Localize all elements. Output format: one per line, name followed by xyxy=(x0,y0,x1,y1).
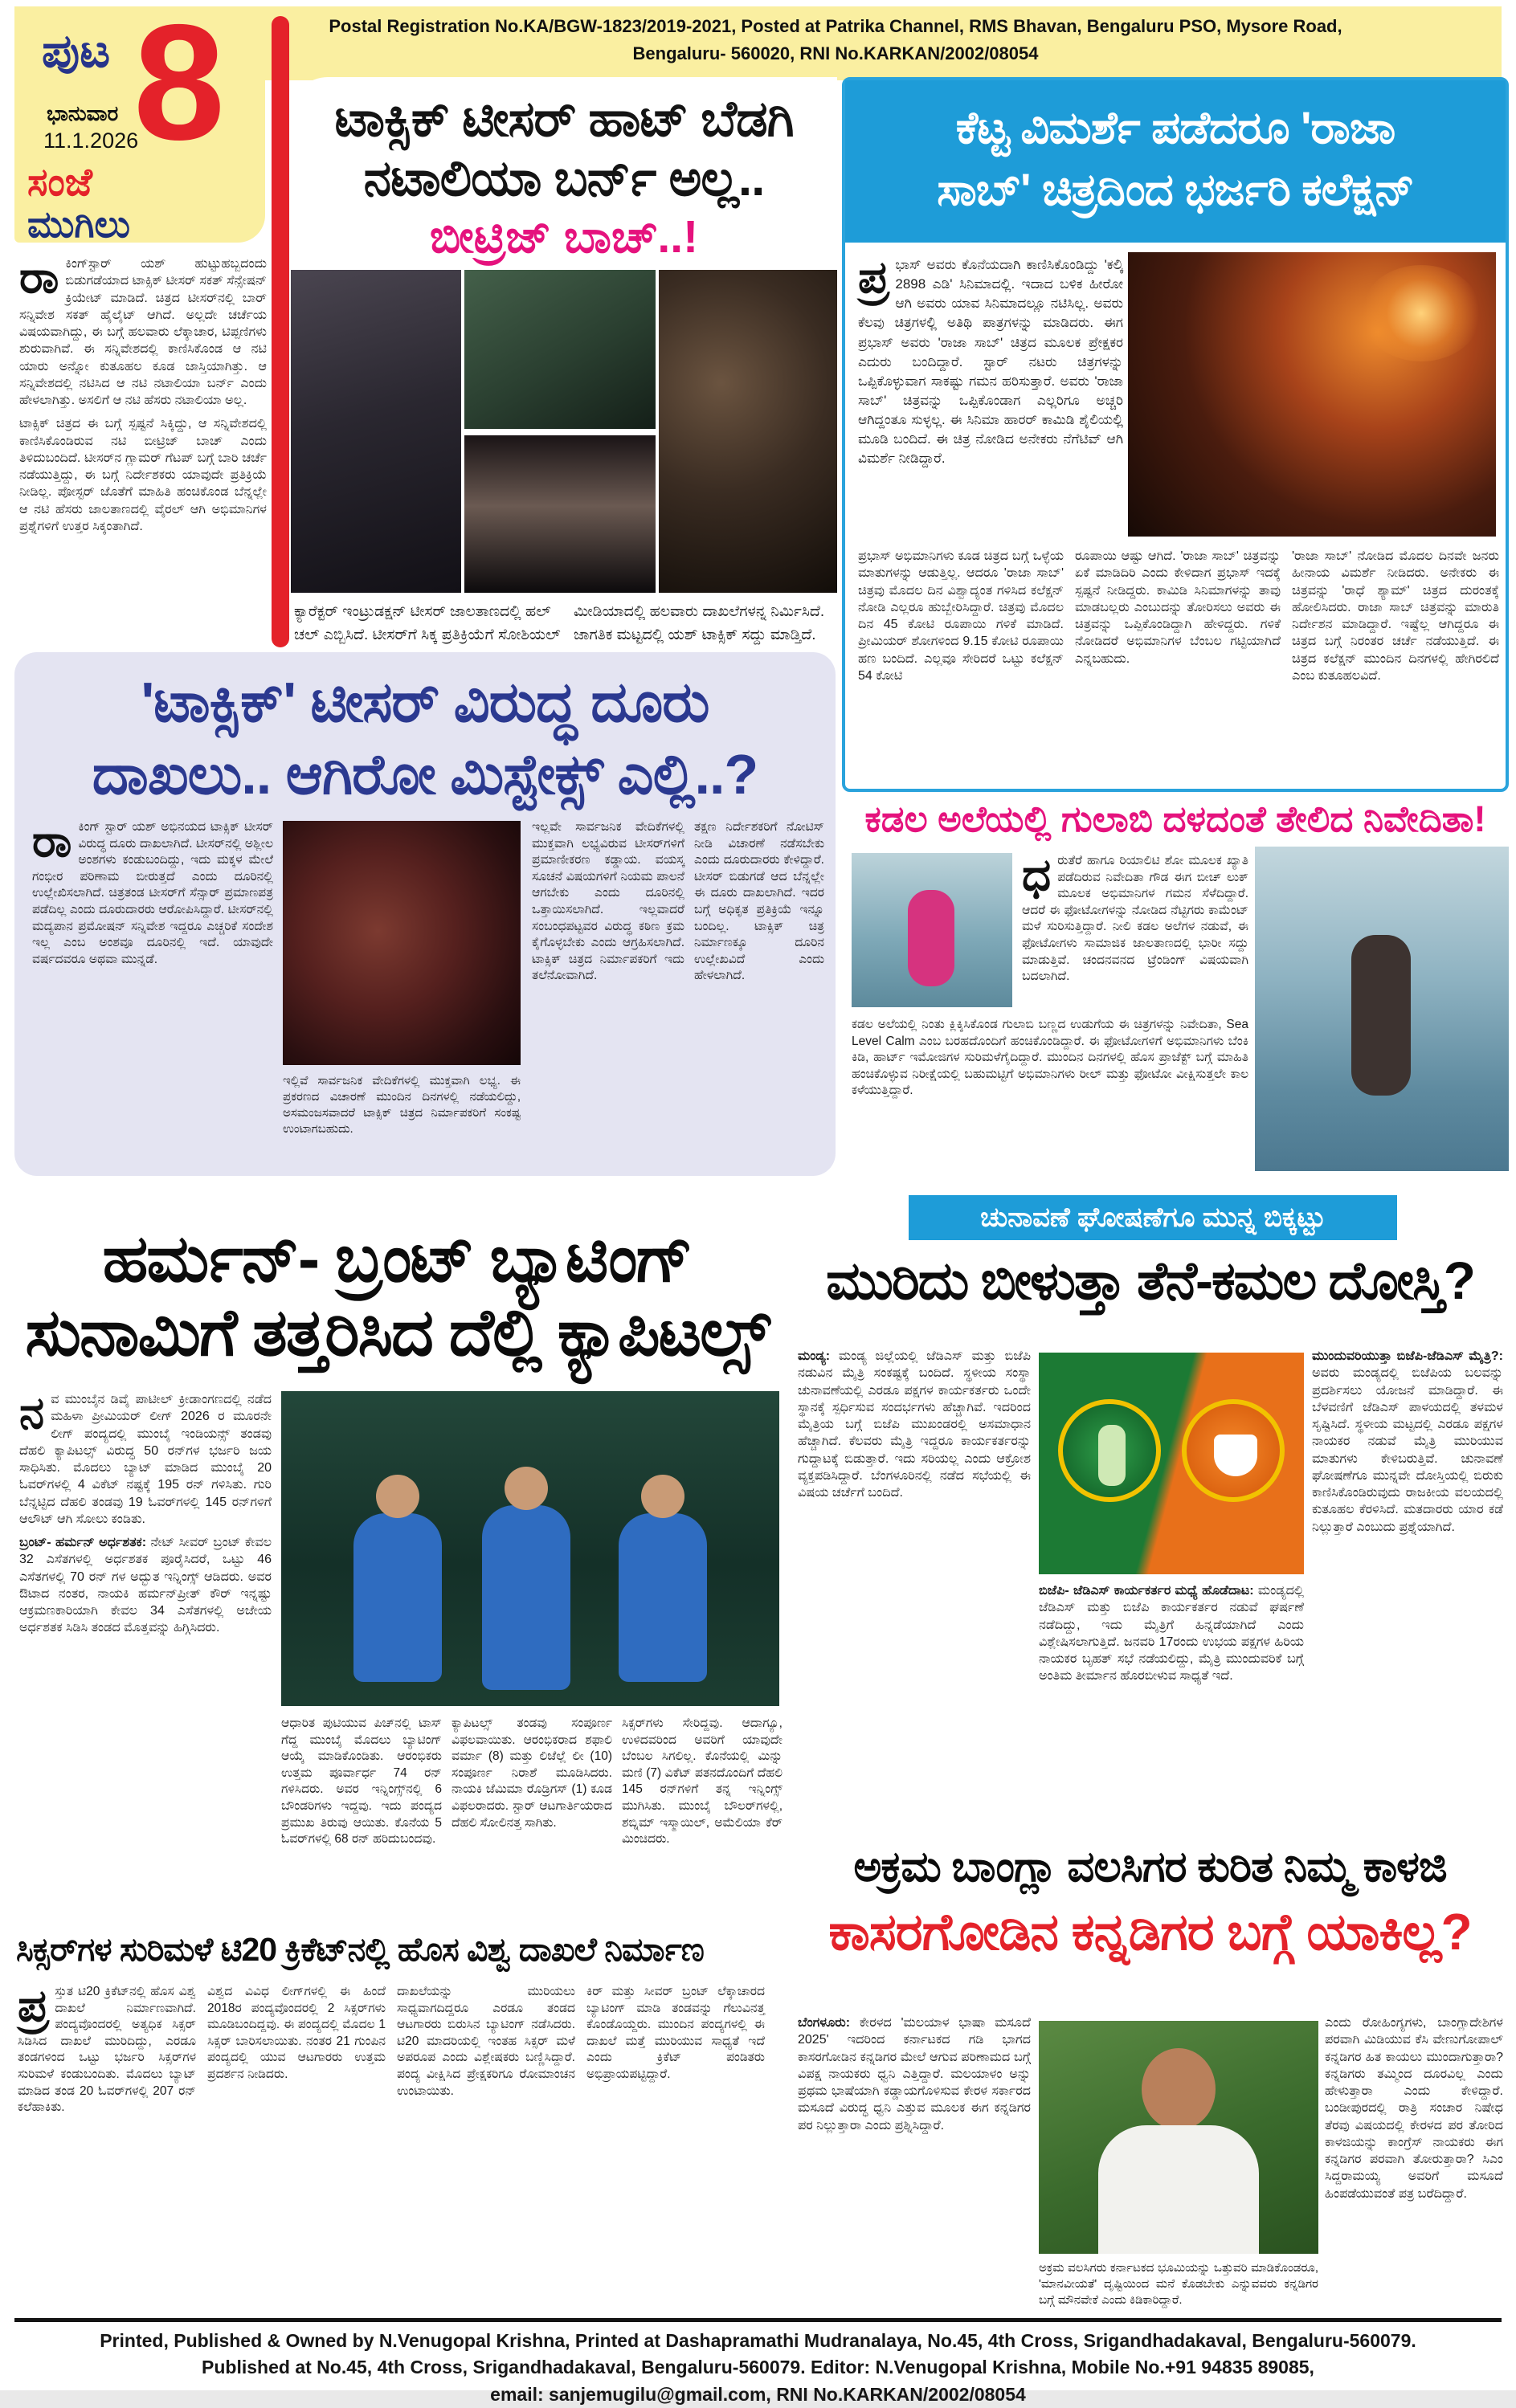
toxic-headline-line2: ನಟಾಲಿಯಾ ಬರ್ನ್ ಅಲ್ಲ.. xyxy=(363,151,765,207)
politics-subhead-1: ಬಿಜೆಪಿ- ಜೆಡಿಎಸ್ ಕಾರ್ಯಕರ್ತರ ಮಧ್ಯೆ ಹೊಡೆದಾಟ: xyxy=(1039,1584,1254,1598)
article-toxic-teaser xyxy=(291,77,837,649)
red-divider-bar xyxy=(272,16,289,647)
cricket-column-1: ಆಧಾರಿತ ಪುಟಿಯುವ ಪಿಚ್‌ನಲ್ಲಿ ಟಾಸ್ ಗೆದ್ದ ಮುಂಬೈ ಮೊದಲು ಬ್ಯಾಟಿಂಗ್ ಆಯ್ಕೆ ಮಾಡಿಕೊಂಡಿತು. ಆರಂಭಿಕರು ಉತ್ತಮ ಪೂರ್ವಾರ್ಧ 74 ರನ್ ಗಳಿಸಿದರು. ಅವರ ಇನ್ನಿಂಗ್ಸ್‌ನಲ್ಲಿ 6 ಬೌಂಡರಿಗಳು ಇದ್ದವು. ಇದು ಪಂದ್ಯದ ಪ್ರಮುಖ ತಿರುವು ಆಯಿತು. ಕೊನೆಯ 5 ಓವರ್‌ಗಳಲ್ಲಿ 68 ರನ್ ಹರಿದುಬಂದವು. xyxy=(281,1716,442,1847)
mumbai-indians-celebration-photo xyxy=(281,1391,779,1706)
cricket-intro: ವ ಮುಂಬೈನ ಡಿವೈ ಪಾಟೀಲ್ ಕ್ರೀಡಾಂಗಣದಲ್ಲಿ ನಡೆದ ಮಹಿಳಾ ಪ್ರೀಮಿಯರ್ ಲೀಗ್ 2026 ರ ಮೂರನೇ ಲೀಗ್ ಪಂದ್ಯದಲ್ಲಿ ಮುಂಬೈ ಇಂಡಿಯನ್ಸ್ ತಂಡವು ದೆಹಲಿ ಕ್ಯಾಪಿಟಲ್ಸ್ ವಿರುದ್ಧ 50 ರನ್‌ಗಳ ಭರ್ಜರಿ ಜಯ ಸಾಧಿಸಿತು. ಮೊದಲು ಬ್ಯಾಟ್ ಮಾಡಿದ ಮುಂಬೈ 20 ಓವರ್‌ಗಳಲ್ಲಿ 4 ವಿಕೆಟ್ ನಷ್ಟಕ್ಕೆ 195 ರನ್ ಗಳಿಸಿತು. ಗುರಿ ಬೆನ್ನಟ್ಟಿದ ದೆಹಲಿ ತಂಡವು 19 ಓವರ್‌ಗಳಲ್ಲಿ 145 ರನ್‌ಗಳಿಗೆ ಆಲೌಟ್ ಆಗಿ ಸೋಲು ಕಂಡಿತು. xyxy=(19,1393,272,1526)
raja-column-3: 'ರಾಜಾ ಸಾಬ್' ನೋಡಿದ ಮೊದಲ ದಿನವೇ ಜನರು ಹೀನಾಯ ವಿಮರ್ಶೆ ನೀಡಿದರು. ಅನೇಕರು ಈ ಚಿತ್ರವನ್ನು 'ರಾಧೆ ಶ್ಯಾಮ್' ಚಿತ್ರದ ದುರಂತಕ್ಕೆ ಹೋಲಿಸಿದರು. ರಾಜಾ ಸಾಬ್ ಚಿತ್ರವನ್ನು ಮಾರುತಿ ನಿರ್ದೇಶನ ಮಾಡಿದ್ದಾರೆ. ಇಷ್ಟೆಲ್ಲ ಆಗಿದ್ದರೂ ಈ ಚಿತ್ರದ ಬಗ್ಗೆ ನಿರಂತರ ಚರ್ಚೆ ನಡೆಯುತ್ತಿದೆ. ಈ ಚಿತ್ರದ ಕಲೆಕ್ಷನ್ ಮುಂದಿನ ದಿನಗಳಲ್ಲಿ ಹೇಗಿರಲಿದೆ ಎಂಬ ಕುತೂಹಲವಿದೆ. xyxy=(1292,549,1499,683)
complaint-under-image-text: ಇಲ್ಲಿವೆ ಸಾರ್ವಜನಿಕ ವೇದಿಕೆಗಳಲ್ಲಿ ಮುಕ್ತವಾಗಿ ಲಭ್ಯ. ಈ ಪ್ರಕರಣದ ವಿಚಾರಣೆ ಮುಂದಿನ ದಿನಗಳಲ್ಲಿ ನಡೆಯಲಿದ್ದು, ಅಸಮಂಜಸವಾದರೆ ಟಾಕ್ಸಿಕ್ ಚಿತ್ರದ ನಿರ್ಮಾಪಕರಿಗೆ ಸಂಕಷ್ಟ ಉಂಟಾಗಬಹುದು. xyxy=(283,1074,521,1136)
nivedita-headline: ಕಡಲ ಅಲೆಯಲ್ಲಿ ಗುಲಾಬಿ ದಳದಂತೆ ತೇಲಿದ ನಿವೇದಿತಾ! xyxy=(864,798,1486,839)
politics-column-2 xyxy=(1039,1582,1304,1826)
teaser-still-inverted-face xyxy=(464,435,656,593)
toxic-teaser-scene-photo xyxy=(283,821,521,1065)
politics-col3-text: ಅವರು ಮಂಡ್ಯದಲ್ಲಿ ಬಿಜೆಪಿಯ ಬಲವನ್ನು ಪ್ರದರ್ಶಿಸಲು ಯೋಜನೆ ಮಾಡಿದ್ದಾರೆ. ಈ ಬೆಳವಣಿಗೆ ಜೆಡಿಎಸ್ ಪಾಳಯದಲ್ಲಿ ತಳಮಳ ಸೃಷ್ಟಿಸಿದೆ. ಸ್ಥಳೀಯ ಮಟ್ಟದಲ್ಲಿ ಎರಡೂ ಪಕ್ಷಗಳ ನಾಯಕರ ನಡುವೆ ಮೈತ್ರಿ ಮುರಿಯುವ ಮಾತುಗಳು ಕೇಳಿಬರುತ್ತಿವೆ. ಚುನಾವಣೆ ಘೋಷಣೆಗೂ ಮುನ್ನವೇ ದೋಸ್ತಿಯಲ್ಲಿ ಬಿರುಕು ಕಾಣಿಸಿಕೊಂಡಿರುವುದು ರಾಜಕೀಯ ವಲಯದಲ್ಲಿ ಕುತೂಹಲ ಕೆರಳಿಸಿದೆ. ಮತದಾರರು ಯಾರ ಕಡೆ ನಿಲ್ಲುತ್ತಾರೆ ಎಂಬುದು ಪ್ರಶ್ನೆಯಾಗಿದೆ. xyxy=(1312,1366,1503,1534)
sixes-subheadline: ಸಿಕ್ಸರ್‌ಗಳ ಸುರಿಮಳೆ ಟಿ20 ಕ್ರಿಕೆಟ್‌ನಲ್ಲಿ ಹೊಸ ವಿಶ್ವ ದಾಖಲೆ ನಿರ್ಮಾಣ xyxy=(16,1931,704,1968)
nivedita-wide-text: ಕಡಲ ಅಲೆಯಲ್ಲಿ ನಿಂತು ಕ್ಲಿಕ್ಕಿಸಿಕೊಂಡ ಗುಲಾಬಿ ಬಣ್ಣದ ಉಡುಗೆಯ ಈ ಚಿತ್ರಗಳನ್ನು ನಿವೇದಿತಾ, Sea Level Calm ಎಂಬ ಬರಹದೊಂದಿಗೆ ಹಂಚಿಕೊಂಡಿದ್ದಾರೆ. ಈ ಫೋಟೋಗಳಿಗೆ ಅಭಿಮಾನಿಗಳು ಬೆಂಕಿ ಕಿಡಿ, ಹಾರ್ಟ್ ಇಮೋಜಿಗಳ ಸುರಿಮಳೆಗೈದಿದ್ದಾರೆ. ಮುಂದಿನ ದಿನಗಳಲ್ಲಿ ಹೊಸ ಪ್ರಾಜೆಕ್ಟ್ ಬಗ್ಗೆ ಮಾಹಿತಿ ಹಂಚಿಕೊಳ್ಳುವ ನಿರೀಕ್ಷೆಯಲ್ಲಿ ಬಹುಮಟ್ಟಿಗೆ ಅಭಿಮಾನಿಗಳು ರೀಲ್ ಮತ್ತು ಫೋಟೋ ವೀಕ್ಷಿಸುತ್ತಲೇ ಕಾಲ ಕಳೆಯುತ್ತಿದ್ದಾರೆ. xyxy=(852,1018,1248,1098)
complaint-column-a xyxy=(32,815,273,1169)
kasaragod-under-image-text: ಅಕ್ರಮ ವಲಸಿಗರು ಕರ್ನಾಟಕದ ಭೂಮಿಯನ್ನು ಒತ್ತುವರಿ ಮಾಡಿಕೊಂಡರೂ, 'ಮಾನವೀಯತೆ' ದೃಷ್ಟಿಯಿಂದ ಮನೆ ಕೊಡಬೇಕು ಎನ್ನುವವರು ಕನ್ನಡಿಗರ ಬಗ್ಗೆ ಮೌನವೇಕೆ ಎಂದು ಕಿಡಿಕಾರಿದ್ದಾರೆ. xyxy=(1039,2261,1318,2307)
cricket-column-2: ಕ್ಯಾಪಿಟಲ್ಸ್ ತಂಡವು ಸಂಪೂರ್ಣ ವಿಫಲವಾಯಿತು. ಆರಂಭಿಕರಾದ ಶಫಾಲಿ ವರ್ಮಾ (8) ಮತ್ತು ಲಿಜೆಲ್ಲೆ ಲೀ (10) ಸಂಪೂರ್ಣ ನಿರಾಶೆ ಮೂಡಿಸಿದರು. ನಾಯಕಿ ಜೆಮಿಮಾ ರೊಡ್ರಿಗಸ್ (1) ಕೂಡ ವಿಫಲರಾದರು. ಸ್ಟಾರ್ ಆಟಗಾರ್ತಿಯರಾದ ದೆಹಲಿ ಸೋಲಿನತ್ತ ಸಾಗಿತು. xyxy=(452,1716,612,1830)
article-sixes-record xyxy=(14,1929,779,2307)
toxic-headline-line1: ಟಾಕ್ಸಿಕ್ ಟೀಸರ್ ಹಾಟ್ ಬೆಡಗಿ xyxy=(334,92,794,147)
nivedita-column-1 xyxy=(1022,849,1248,1017)
toxic-caption-left: ಕ್ಯಾರೆಕ್ಟರ್ ಇಂಟ್ರುಡಕ್ಷನ್ ಟೀಸರ್ ಜಾಲತಾಣದಲ್ಲಿ ಹಲ್ ಚಲ್ ಎಬ್ಬಿಸಿದೆ. ಟೀಸರ್‌ಗೆ ಸಿಕ್ಕ ಪ್ರತಿಕ್ರಿಯೆಗೆ ಸೋಶಿಯಲ್ xyxy=(294,603,561,643)
nivedita-dropcap: ಧ xyxy=(1022,849,1052,900)
cricket-headline-line1: ಹರ್ಮನ್- ಬ್ರಂಟ್ ಬ್ಯಾಟಿಂಗ್ xyxy=(102,1222,692,1296)
masthead-day: ಭಾನುವಾರ xyxy=(47,101,119,125)
bjp-lotus-logo xyxy=(1182,1399,1285,1502)
postal-registration xyxy=(305,13,1366,67)
raja-intro-column xyxy=(858,251,1123,538)
toxic-headline xyxy=(291,90,837,264)
complaint-dropcap: ರಾ xyxy=(32,815,72,866)
toxic-caption-right: ಮೀಡಿಯಾದಲ್ಲಿ ಹಲವಾರು ದಾಖಲೆಗಳನ್ನ ನಿರ್ಮಿಸಿದೆ. ಜಾಗತಿಕ ಮಟ್ಟದಲ್ಲಿ ಯಶ್ ಟಾಕ್ಸಿಕ್ ಸದ್ದು ಮಾಡ್ತಿದೆ. xyxy=(574,603,825,643)
teaser-still-yash-sunglasses xyxy=(659,270,837,593)
politics-kicker: ಚುನಾವಣೆ ಘೋಷಣೆಗೂ ಮುನ್ನ ಬಿಕ್ಕಟ್ಟು xyxy=(909,1195,1397,1240)
toxic-headline-line3: ಬೀಟ್ರಿಜ್ ಬಾಚ್..! xyxy=(429,210,699,263)
raja-headline-band xyxy=(845,80,1506,243)
cricket-left-column xyxy=(19,1387,272,1924)
cricket-dropcap: ನ xyxy=(19,1387,45,1438)
page-label: ಪುಟ xyxy=(42,25,111,77)
complaint-headline xyxy=(14,667,836,810)
teaser-still-actress-green xyxy=(464,270,656,429)
article-kasaragod-kannadigas xyxy=(791,1839,1509,2312)
politics-column-1 xyxy=(798,1348,1031,1826)
article-raja-saab xyxy=(842,77,1509,792)
nivedita-sea-photo xyxy=(1255,847,1509,1171)
cricket-subhead: ಬ್ರಂಟ್- ಹರ್ಮನ್ ಅರ್ಧಶತಕ: xyxy=(19,1536,147,1550)
complaint-headline-line1: 'ಟಾಕ್ಸಿಕ್' ಟೀಸರ್ ವಿರುದ್ಧ ದೂರು xyxy=(141,671,709,733)
sixes-column-2: ವಿಶ್ವದ ವಿವಿಧ ಲೀಗ್‌ಗಳಲ್ಲಿ ಈ ಹಿಂದೆ 2018ರ ಪಂದ್ಯವೊಂದರಲ್ಲಿ 2 ಸಿಕ್ಸರ್‌ಗಳು ಮೂಡಿಬಂದಿದ್ದವು. ಈ ಪಂದ್ಯದಲ್ಲಿ ಮೊದಲ 1 ಸಿಕ್ಸರ್ ಬಾರಿಸಲಾಯಿತು. ನಂತರ 21 ಗುಂಪಿನ ಪಂದ್ಯದಲ್ಲಿ ಯುವ ಆಟಗಾರರು ಉತ್ತಮ ಪ್ರದರ್ಶನ ನೀಡಿದರು. xyxy=(207,1985,386,2082)
article-nivedita xyxy=(842,795,1509,1176)
sixes-column-1 xyxy=(18,1980,196,2304)
toxic-dropcap: ರಾ xyxy=(19,251,59,302)
footer-rule xyxy=(14,2318,1502,2322)
kasaragod-dateline: ಬೆಂಗಳೂರು: xyxy=(798,2016,851,2030)
cricket-subhead-text: ನೇಟ್ ಸೀವರ್ ಬ್ರಂಟ್ ಕೇವಲ 32 ಎಸೆತಗಳಲ್ಲಿ ಅರ್ಧಶತಕ ಪೂರೈಸಿದರೆ, ಒಟ್ಟು 46 ಎಸೆತಗಳಲ್ಲಿ 70 ರನ್ ಗಳ ಅದ್ಭುತ ಇನ್ನಿಂಗ್ಸ್ ಆಡಿದರು. ಅವರ ಔಟಾದ ನಂತರ, ನಾಯಕಿ ಹರ್ಮನ್‌ಪ್ರೀತ್ ಕೌರ್ ಇನ್ನಷ್ಟು ಆಕ್ರಮಣಕಾರಿಯಾಗಿ ಕೇವಲ 34 ಎಸೆತಗಳಲ್ಲಿ ಅಜೇಯ ಅರ್ಧಶತಕ ಸಿಡಿಸಿ ತಂಡದ ಮೊತ್ತವನ್ನು ಹಿಗ್ಗಿಸಿದರು. xyxy=(19,1536,272,1635)
sixes-col1-text: ಸ್ತುತ ಟಿ20 ಕ್ರಿಕೆಟ್‌ನಲ್ಲಿ ಹೊಸ ವಿಶ್ವ ದಾಖಲೆ ನಿರ್ಮಾಣವಾಗಿದೆ. ಪಂದ್ಯವೊಂದರಲ್ಲಿ ಅತ್ಯಧಿಕ ಸಿಕ್ಸರ್ ಸಿಡಿಸಿದ ದಾಖಲೆ ಮುರಿದಿದ್ದು, ಎರಡೂ ತಂಡಗಳಿಂದ ಒಟ್ಟು ಭರ್ಜರಿ ಸಿಕ್ಸರ್‌ಗಳ ಸುರಿಮಳೆ ಕಂಡುಬಂದಿತು. ಮೊದಲು ಬ್ಯಾಟ್ ಮಾಡಿದ ತಂಡ 20 ಓವರ್‌ಗಳಲ್ಲಿ 207 ರನ್ ಕಲೆಹಾಕಿತು. xyxy=(18,1985,196,2115)
page-number: 8 xyxy=(133,0,226,174)
kasaragod-headline-line1: ಅಕ್ರಮ ಬಾಂಗ್ಲಾ ವಲಸಿಗರ ಕುರಿತ ನಿಮ್ಮ ಕಾಳಜಿ xyxy=(853,1843,1447,1891)
toxic-body-2: ಟಾಕ್ಸಿಕ್ ಚಿತ್ರದ ಈ ಬಗ್ಗೆ ಸ್ಪಷ್ಟನೆ ಸಿಕ್ಕಿದ್ದು, ಆ ಸನ್ನಿವೇಶದಲ್ಲಿ ಕಾಣಿಸಿಕೊಂಡಿರುವ ನಟಿ ಬೀಟ್ರಿಜ್ ಬಾಚ್ ಎಂದು ತಿಳಿದುಬಂದಿದೆ. ಟೀಸರ್‌ನ ಗ್ಲಾಮರ್ ಗೆಟಪ್ ಬಗ್ಗೆ ಬಾರಿ ಚರ್ಚೆ ನಡೆಯುತ್ತಿದ್ದು, ಈ ಬಗ್ಗೆ ನಿರ್ದೇಶಕರು ಯಾವುದೇ ಪ್ರತಿಕ್ರಿಯೆ ನೀಡಿಲ್ಲ. ಪೋಸ್ಟರ್ ಜೊತೆಗೆ ಮಾಹಿತಿ ಹಂಚಿಕೊಂಡ ಬೆನ್ನಲ್ಲೇ ಆ ನಟಿ ಹೆಸರು ಜಾಲತಾಣದಲ್ಲಿ ವೈರಲ್ ಆಗಿ ಅಭಿಮಾನಿಗಳ ಪ್ರಶ್ನೆಗಳಿಗೆ ಉತ್ತರ ಸಿಕ್ಕಂತಾಗಿದೆ. xyxy=(19,417,267,533)
toxic-body-1: ಕಿಂಗ್‌ಸ್ಟಾರ್ ಯಶ್ ಹುಟ್ಟುಹಬ್ಬದಂದು ಬಿಡುಗಡೆಯಾದ ಟಾಕ್ಸಿಕ್ ಟೀಸರ್ ಸಕತ್ ಸೆನ್ಸೇಷನ್ ಕ್ರಿಯೇಟ್ ಮಾಡಿದೆ. ಚಿತ್ರದ ಟೀಸರ್‌ನಲ್ಲಿ ಬಾರ್ ಸನ್ನಿವೇಶ ಸಕತ್ ಹೈಲೈಟ್ ಆಗಿದೆ. ಅಲ್ಲದೇ ಚರ್ಚೆಯ ವಿಷಯವಾಗಿದ್ದು, ಈ ಬಗ್ಗೆ ಹಲವಾರು ಲೆಕ್ಕಾಚಾರ, ಟಿಪ್ಪಣಿಗಳು ಶುರುವಾಗಿವೆ. ಈ ಸನ್ನಿವೇಶದಲ್ಲಿ ಕಾಣಿಸಿಕೊಂಡ ಆ ನಟಿ ಯಾರು ಅನ್ನೋ ಕುತೂಹಲ ಕೂಡ ಜಾಸ್ತಿಯಾಗಿತ್ತು. ಆ ಸನ್ನಿವೇಶದಲ್ಲಿ ನಟಿಸಿದ ಆ ನಟಿ ನಟಾಲಿಯಾ ಬರ್ನ್ ಎಂದು ಹೇಳಲಾಗಿತ್ತು. ಅಸಲಿಗೆ ಆ ನಟಿ ಹೆಸರು ನಟಾಲಿಯಾ ಅಲ್ಲ. xyxy=(19,257,267,408)
politics-dateline: ಮಂಡ್ಯ: xyxy=(798,1349,831,1363)
raja-saab-prabhas-photo xyxy=(1128,252,1496,537)
postal-line-1: Postal Registration No.KA/BGW-1823/2019-2021, Posted at Patrika Channel, RMS Bhavan, Bengaluru PSO, Mysore Road, xyxy=(329,16,1342,36)
raja-dropcap: ಪ್ರ xyxy=(858,251,889,302)
masthead-box xyxy=(14,0,265,245)
kasaragod-column-3: ಎಂದು ರೋಹಿಂಗ್ಯಗಳು, ಬಾಂಗ್ಲಾದೇಶಿಗಳ ಪರವಾಗಿ ಮಿಡಿಯುವ ಕೆಸಿ ವೇಣುಗೋಪಾಲ್ ಕನ್ನಡಿಗರ ಹಿತ ಕಾಯಲು ಮುಂದಾಗುತ್ತಾರಾ? ಕನ್ನಡಿಗರು ತಮ್ಮಿಂದ ದೂರವಿಲ್ಲ ಎಂದು ಹೇಳುತ್ತಾರಾ ಎಂದು ಕೇಳಿದ್ದಾರೆ. ಬಂಡೀಪುರದಲ್ಲಿ ರಾತ್ರಿ ಸಂಚಾರ ನಿಷೇಧ ತೆರವು ವಿಷಯದಲ್ಲಿ ಕೇರಳದ ಪರ ತೋರಿದ ಕಾಳಜಿಯನ್ನು ಕಾಂಗ್ರೆಸ್ ನಾಯಕರು ಈಗ ಕನ್ನಡಿಗರ ಪರವಾಗಿ ತೋರುತ್ತಾರಾ? ಸಿಎಂ ಸಿದ್ದರಾಮಯ್ಯ ಅವರಿಗೆ ಮಸೂದೆ ಹಿಂಪಡೆಯುವಂತೆ ಪತ್ರ ಬರೆದಿದ್ದಾರೆ. xyxy=(1325,2016,1503,2201)
cricket-column-3: ಸಿಕ್ಸರ್‌ಗಳು ಸೇರಿದ್ದವು. ಆದಾಗ್ಯೂ, ಉಳಿದವರಿಂದ ಅವರಿಗೆ ಯಾವುದೇ ಬೆಂಬಲ ಸಿಗಲಿಲ್ಲ. ಕೊನೆಯಲ್ಲಿ ಮಿನ್ನು ಮಣಿ (7) ವಿಕೆಟ್ ಪತನದೊಂದಿಗೆ ದೆಹಲಿ 145 ರನ್‌ಗಳಿಗೆ ತನ್ನ ಇನ್ನಿಂಗ್ಸ್ ಮುಗಿಸಿತು. ಮುಂಬೈ ಬೌಲರ್‌ಗಳಲ್ಲಿ, ಶಬ್ನಿಮ್ ಇಸ್ಮಾಯಿಲ್, ಅಮೆಲಿಯಾ ಕೆರ್ ಮಿಂಚಿದರು. xyxy=(622,1716,783,1847)
paper-name-line2: ಮುಗಿಲು xyxy=(27,203,130,245)
imprint-line-3: email: sanjemugilu@gmail.com, RNI No.KARKAN/2002/08054 xyxy=(490,2383,1026,2405)
raja-column-2: ರೂಪಾಯಿ ಆಷ್ಟು ಆಗಿದೆ. 'ರಾಜಾ ಸಾಬ್' ಚಿತ್ರವನ್ನು ಏಕೆ ಮಾಡಿದಿರಿ ಎಂದು ಕೇಳಿದಾಗ ಪ್ರಭಾಸ್ ಇದಕ್ಕೆ ಸ್ಪಷ್ಟನೆ ನೀಡಿದ್ದರು. ಕಾಮಿಡಿ ಸಿನಿಮಾಗಳನ್ನು ತಾವು ಮಾಡಬಲ್ಲರು ಎಂಬುದನ್ನು ತೋರಿಸಲು ಅವರು ಈ ಚಿತ್ರವನ್ನು ಒಪ್ಪಿಕೊಂಡಿದ್ದಾಗಿ ಹೇಳಿದ್ದರು. ಗಳಿಕೆ ನೋಡಿದರೆ ಅಭಿಮಾನಿಗಳ ಬೆಂಬಲ ಗಟ್ಟಿಯಾಗಿದೆ ಎನ್ನಬಹುದು. xyxy=(1075,549,1281,666)
cricket-headline-line2: ಸುನಾಮಿಗೆ ತತ್ತರಿಸಿದ ದೆಲ್ಲಿ ಕ್ಯಾಪಿಟಲ್ಸ್ xyxy=(25,1296,769,1369)
politics-headline: ಮುರಿದು ಬೀಳುತ್ತಾ ತೆನೆ-ಕಮಲ ದೋಸ್ತಿ? xyxy=(826,1251,1474,1310)
raja-headline-line2: ಸಾಬ್' ಚಿತ್ರದಿಂದ ಭರ್ಜರಿ ಕಲೆಕ್ಷನ್ xyxy=(937,164,1414,215)
postal-line-2: Bengaluru- 560020, RNI No.KARKAN/2002/08054 xyxy=(632,43,1039,64)
article-jds-bjp-alliance xyxy=(791,1182,1509,1833)
politician-photo xyxy=(1039,2021,1318,2254)
imprint-line-2: Published at No.45, 4th Cross, Srigandhadakaval, Bengaluru-560079. Editor: N.Venugopal Krishna, Mobile No.+91 94835 89085, xyxy=(202,2357,1314,2378)
politics-subhead-2: ಮುಂದುವರಿಯುತ್ತಾ ಬಿಜೆಪಿ-ಜೆಡಿಎಸ್ ಮೈತ್ರಿ?: xyxy=(1312,1349,1503,1363)
raja-column-1: ಪ್ರಭಾಸ್ ಅಭಿಮಾನಿಗಳು ಕೂಡ ಚಿತ್ರದ ಬಗ್ಗೆ ಒಳ್ಳೆಯ ಮಾತುಗಳನ್ನು ಆಡುತ್ತಿಲ್ಲ. ಆದರೂ 'ರಾಜಾ ಸಾಬ್' ಚಿತ್ರವು ಮೊದಲ ದಿನ ವಿಶ್ವಾದ್ಯಂತ ಗಳಿಸಿದ ಕಲೆಕ್ಷನ್ ನೋಡಿ ಎಲ್ಲರೂ ಹುಬ್ಬೇರಿಸಿದ್ದಾರೆ. ಚಿತ್ರವು ಮೊದಲ ದಿನ 45 ಕೋಟಿ ರೂಪಾಯಿ ಗಳಿಕೆ ಮಾಡಿದೆ. ಪ್ರೀಮಿಯರ್ ಶೋಗಳಿಂದ 9.15 ಕೋಟಿ ರೂಪಾಯಿ ಹಣ ಬಂದಿದೆ. ಎಲ್ಲವೂ ಸೇರಿದರೆ ಒಟ್ಟು ಕಲೆಕ್ಷನ್ 54 ಕೋಟಿ xyxy=(858,549,1064,683)
kasaragod-col1-text: ಕೇರಳದ 'ಮಲಯಾಳ ಭಾಷಾ ಮಸೂದೆ 2025' ಇದರಿಂದ ಕರ್ನಾಟಕದ ಗಡಿ ಭಾಗದ ಕಾಸರಗೋಡಿನ ಕನ್ನಡಿಗರ ಮೇಲೆ ಆಗುವ ಪರಿಣಾಮದ ಬಗ್ಗೆ ವಿಪಕ್ಷ ನಾಯಕರು ಧ್ವನಿ ಎತ್ತಿದ್ದಾರೆ. ಮಲಯಾಳಂ ಅನ್ನು ಪ್ರಥಮ ಭಾಷೆಯಾಗಿ ಕಡ್ಡಾಯಗೊಳಿಸುವ ಕೇರಳ ಸರ್ಕಾರದ ಮಸೂದೆ ವಿರುದ್ಧ ಧ್ವನಿ ಎತ್ತುವ ಮೂಲಕ ಈಗ ಕನ್ನಡಿಗರ ಪರ ನಿಲ್ಲುತ್ತಾರಾ ಎಂದು ಪ್ರಶ್ನಿಸಿದ್ದಾರೆ. xyxy=(798,2016,1031,2133)
jds-party-logo xyxy=(1058,1399,1161,1502)
kasaragod-column-1 xyxy=(798,2014,1031,2305)
politician-head-figure xyxy=(1142,2048,1216,2130)
complaint-col-a-text: ಕಿಂಗ್ ಸ್ಟಾರ್ ಯಶ್ ಅಭಿನಯದ ಟಾಕ್ಸಿಕ್ ಟೀಸರ್ ವಿರುದ್ಧ ದೂರು ದಾಖಲಾಗಿದೆ. ಟೀಸರ್‌ನಲ್ಲಿ ಅಶ್ಲೀಲ ಅಂಶಗಳು ಕಂಡುಬಂದಿದ್ದು, ಇದು ಮಕ್ಕಳ ಮೇಲೆ ಗಂಭೀರ ಪರಿಣಾಮ ಬೀರುತ್ತದೆ ಎಂದು ದೂರಿನಲ್ಲಿ ಉಲ್ಲೇಖಿಸಲಾಗಿದೆ. ಚಿತ್ರತಂಡ ಟೀಸರ್‌ಗೆ ಸೆನ್ಸಾರ್ ಪ್ರಮಾಣಪತ್ರ ಪಡೆದಿಲ್ಲ ಎಂದು ದೂರುದಾರರು ಆರೋಪಿಸಿದ್ದಾರೆ. ಟೀಸರ್‌ನಲ್ಲಿ ಮದ್ಯಪಾನ ಪ್ರಮೋಷನ್ ಸನ್ನಿವೇಶ ಇದ್ದರೂ ಎಚ್ಚರಿಕೆ ಸಂದೇಶ ಇಲ್ಲ ಎಂಬ ಅಂಶವೂ ದೂರಿನಲ್ಲಿ ಇದೆ. ಯಾವುದೇ ವರ್ಷದವರೂ ಅಥವಾ ಮುನ್ನಡೆ. xyxy=(32,820,273,966)
politics-col2-text: ಮಂಡ್ಯದಲ್ಲಿ ಜೆಡಿಎಸ್ ಮತ್ತು ಬಿಜೆಪಿ ಕಾರ್ಯಕರ್ತರ ನಡುವೆ ಘರ್ಷಣೆ ನಡೆದಿದ್ದು, ಇದು ಮೈತ್ರಿಗೆ ಹಿನ್ನಡೆಯಾಗಿದೆ ಎಂದು ವಿಶ್ಲೇಷಿಸಲಾಗುತ್ತಿದೆ. ಜನವರಿ 17ರಂದು ಉಭಯ ಪಕ್ಷಗಳ ಹಿರಿಯ ನಾಯಕರ ಬೃಹತ್ ಸಭೆ ನಡೆಯಲಿದ್ದು, ಮೈತ್ರಿ ಮುಂದುವರಿಕೆ ಬಗ್ಗೆ ಅಂತಿಮ ತೀರ್ಮಾನ ಹೊರಬೀಳುವ ಸಾಧ್ಯತೆ ಇದೆ. xyxy=(1039,1584,1304,1684)
teaser-still-actress-portrait xyxy=(291,270,461,593)
kasaragod-headline-line2: ಕಾಸರಗೋಡಿನ ಕನ್ನಡಿಗರ ಬಗ್ಗೆ ಯಾಕಿಲ್ಲ? xyxy=(828,1903,1472,1961)
imprint-footer xyxy=(0,2328,1516,2408)
politician-shirt-figure xyxy=(1098,2125,1259,2254)
player-figure xyxy=(619,1513,707,1682)
jds-bjp-flags-photo xyxy=(1039,1353,1304,1574)
cricket-headline xyxy=(14,1222,779,1370)
sixes-column-3: ದಾಖಲೆಯನ್ನು ಮುರಿಯಲು ಸಾಧ್ಯವಾಗದಿದ್ದರೂ ಎರಡೂ ತಂಡದ ಆಟಗಾರರು ಬಿರುಸಿನ ಬ್ಯಾಟಿಂಗ್ ನಡೆಸಿದರು. ಟಿ20 ಮಾದರಿಯಲ್ಲಿ ಇಂತಹ ಸಿಕ್ಸರ್ ಮಳೆ ಅಪರೂಪ ಎಂದು ವಿಶ್ಲೇಷಕರು ಬಣ್ಣಿಸಿದ್ದಾರೆ. ಪಂದ್ಯ ವೀಕ್ಷಿಸಿದ ಪ್ರೇಕ್ಷಕರಿಗೂ ರೋಮಾಂಚನ ಉಂಟಾಯಿತು. xyxy=(397,1985,575,2098)
player-figure xyxy=(482,1505,570,1690)
player-figure xyxy=(353,1513,442,1682)
toxic-photo-grid xyxy=(291,270,837,593)
nivedita-col1-text: ರುತೆರೆ ಹಾಗೂ ರಿಯಾಲಿಟಿ ಶೋ ಮೂಲಕ ಖ್ಯಾತಿ ಪಡೆದಿರುವ ನಿವೇದಿತಾ ಗೌಡ ಈಗ ಬೀಚ್ ಲುಕ್ ಮೂಲಕ ಅಭಿಮಾನಿಗಳ ಗಮನ ಸೆಳೆದಿದ್ದಾರೆ. ಆದರೆ ಈ ಫೋಟೋಗಳನ್ನು ನೋಡಿದ ನೆಟ್ಟಿಗರು ಕಾಮೆಂಟ್ ಮಳೆ ಸುರಿಸುತ್ತಿದ್ದಾರೆ. ನೀಲಿ ಕಡಲ ಅಲೆಗಳ ನಡುವೆ, ಈ ಫೋಟೋಗಳು ಸಾಮಾಜಿಕ ಜಾಲತಾಣದಲ್ಲಿ ಭಾರೀ ಸದ್ದು ಮಾಡುತ್ತಿವೆ. ಚಂದನವನದ ಟ್ರೆಂಡಿಂಗ್ ವಿಷಯವಾಗಿ ಬದಲಾಗಿದೆ. xyxy=(1022,854,1248,984)
raja-intro-text: ಭಾಸ್ ಅವರು ಕೊನೆಯದಾಗಿ ಕಾಣಿಸಿಕೊಂಡಿದ್ದು 'ಕಲ್ಕಿ 2898 ಎಡಿ' ಸಿನಿಮಾದಲ್ಲಿ. ಇದಾದ ಬಳಿಕ ಹೀರೋ ಆಗಿ ಅವರು ಯಾವ ಸಿನಿಮಾದಲ್ಲೂ ನಟಿಸಿಲ್ಲ. ಅವರು ಕೆಲವು ಚಿತ್ರಗಳಲ್ಲಿ ಅತಿಥಿ ಪಾತ್ರಗಳನ್ನು ಮಾಡಿದರು. ಈಗ ಪ್ರಭಾಸ್ ಅವರು 'ರಾಜಾ ಸಾಬ್' ಚಿತ್ರದ ಮೂಲಕ ಪ್ರೇಕ್ಷಕರ ಎದುರು ಬಂದಿದ್ದಾರೆ. ಸ್ಟಾರ್ ನಟರು ಚಿತ್ರಗಳನ್ನು ಒಪ್ಪಿಕೊಳ್ಳುವಾಗ ಸಾಕಷ್ಟು ಗಮನ ಹರಿಸುತ್ತಾರೆ. ಅವರು 'ರಾಜಾ ಸಾಬ್' ಚಿತ್ರವನ್ನು ಒಪ್ಪಿಕೊಂಡಾಗ ಎಲ್ಲರಿಗೂ ಅಚ್ಚರಿ ಆಗಿದ್ದಂತೂ ಸುಳ್ಳಲ್ಲ. ಈ ಸಿನಿಮಾ ಹಾರರ್ ಕಾಮಿಡಿ ಶೈಲಿಯಲ್ಲಿ ಮೂಡಿ ಬಂದಿದೆ. ಈ ಚಿತ್ರ ನೋಡಿದ ಅನೇಕರು ನೆಗೆಟಿವ್ ಆಗಿ ವಿಮರ್ಶೆ ನೀಡಿದ್ದಾರೆ. xyxy=(858,257,1123,467)
imprint-line-1: Printed, Published & Owned by N.Venugopal Krishna, Printed at Dashapramathi Mudranalaya, No.45, 4th Cross, Srigandhadakaval, Bengaluru-560079. xyxy=(100,2330,1416,2351)
nivedita-inset-beach-photo xyxy=(852,853,1012,1007)
raja-headline-line1: ಕೆಟ್ಟ ವಿಮರ್ಶೆ ಪಡೆದರೂ 'ರಾಜಾ xyxy=(955,102,1395,153)
article-toxic-complaint xyxy=(14,652,836,1176)
toxic-body-column xyxy=(19,251,267,651)
politics-column-3 xyxy=(1312,1348,1503,1826)
complaint-column-c: ತಕ್ಷಣ ನಿರ್ದೇಶಕರಿಗೆ ನೋಟಿಸ್ ನೀಡಿ ವಿಚಾರಣೆ ನಡೆಸಬೇಕು ಎಂದು ದೂರುದಾರರು ಕೇಳಿದ್ದಾರೆ. ಟೀಸರ್ ಬಿಡುಗಡೆ ಆದ ಬೆನ್ನಲ್ಲೇ ಈ ದೂರು ದಾಖಲಾಗಿದೆ. ಇದರ ಬಗ್ಗೆ ಅಧಿಕೃತ ಪ್ರತಿಕ್ರಿಯೆ ಇನ್ನೂ ಬಂದಿಲ್ಲ. ಟಾಕ್ಸಿಕ್ ಚಿತ್ರ ನಿರ್ಮಾಣಕ್ಕೂ ದೂರಿನ ಉಲ್ಲೇಖವಿದೆ ಎಂದು ಹೇಳಲಾಗಿದೆ. xyxy=(694,820,824,983)
paper-name-line1: ಸಂಜೆ xyxy=(27,161,92,204)
masthead-date: 11.1.2026 xyxy=(43,129,139,153)
fire-glow-shape xyxy=(1361,265,1481,361)
sixes-dropcap: ಪ್ರ xyxy=(18,1980,49,2030)
sixes-column-4: ಕಿರ್ ಮತ್ತು ಸೀವರ್ ಬ್ರಂಟ್ ಲೆಕ್ಕಾಚಾರದ ಬ್ಯಾಟಿಂಗ್ ಮಾಡಿ ತಂಡವನ್ನು ಗೆಲುವಿನತ್ತ ಕೊಂಡೊಯ್ದರು. ಮುಂದಿನ ಪಂದ್ಯಗಳಲ್ಲಿ ಈ ದಾಖಲೆ ಮತ್ತೆ ಮುರಿಯುವ ಸಾಧ್ಯತೆ ಇದೆ ಎಂದು ಕ್ರಿಕೆಟ್ ಪಂಡಿತರು ಅಭಿಪ್ರಾಯಪಟ್ಟಿದ್ದಾರೆ. xyxy=(586,1985,765,2082)
politics-col1-text: ಮಂಡ್ಯ ಜಿಲ್ಲೆಯಲ್ಲಿ ಜೆಡಿಎಸ್ ಮತ್ತು ಬಿಜೆಪಿ ನಡುವಿನ ಮೈತ್ರಿ ಸಂಕಷ್ಟಕ್ಕೆ ಬಂದಿದೆ. ಸ್ಥಳೀಯ ಸಂಸ್ಥಾ ಚುನಾವಣೆಯಲ್ಲಿ ಎರಡೂ ಪಕ್ಷಗಳ ಕಾರ್ಯಕರ್ತರು ಒಂದೇ ಸ್ಥಾನಕ್ಕೆ ಸ್ಪರ್ಧಿಸುವ ಸಂದರ್ಭಗಳು ಹೆಚ್ಚಾಗಿವೆ. ಇದರಿಂದ ಮೈತ್ರಿಯ ಬಗ್ಗೆ ಬಿಜೆಪಿ ಮುಖಂಡರಲ್ಲಿ ಅಸಮಾಧಾನ ಹೆಚ್ಚಾಗಿದೆ. ಕೆಲವರು ಮೈತ್ರಿ ಇದ್ದರೂ ಕಾರ್ಯಕರ್ತರನ್ನು ಗುದ್ದಾಟಕ್ಕೆ ಬಿಡುತ್ತಾರೆ. ಇದು ಸರಿಯಲ್ಲ ಎಂದು ಆಕ್ರೋಶ ವ್ಯಕ್ತಪಡಿಸಿದ್ದಾರೆ. ಬೆಂಗಳೂರಿನಲ್ಲಿ ನಡೆದ ಸಭೆಯಲ್ಲಿ ಈ ವಿಷಯ ಚರ್ಚೆಗೆ ಬಂದಿದೆ. xyxy=(798,1349,1031,1500)
complaint-column-b: ಇಲ್ಲವೇ ಸಾರ್ವಜನಿಕ ವೇದಿಕೆಗಳಲ್ಲಿ ಮುಕ್ತವಾಗಿ ಲಭ್ಯವಿರುವ ಟೀಸರ್‌ಗಳಿಗೆ ಪ್ರಮಾಣೀಕರಣ ಕಡ್ಡಾಯ. ವಯಸ್ಕ ಸೂಚನೆ ವಿಷಯಗಳಿಗೆ ನಿಯಮ ಪಾಲನೆ ಆಗಬೇಕು ಎಂದು ದೂರಿನಲ್ಲಿ ಒತ್ತಾಯಿಸಲಾಗಿದೆ. ಇಲ್ಲವಾದರೆ ಸಂಬಂಧಪಟ್ಟವರ ವಿರುದ್ಧ ಕಠಿಣ ಕ್ರಮ ಕೈಗೊಳ್ಳಬೇಕು ಎಂದು ಆಗ್ರಹಿಸಲಾಗಿದೆ. ಟಾಕ್ಸಿಕ್ ಚಿತ್ರದ ನಿರ್ಮಾಪಕರಿಗೆ ಇದು ತಲೆನೋವಾಗಿದೆ. xyxy=(532,820,684,983)
complaint-headline-line2: ದಾಖಲು.. ಆಗಿರೋ ಮಿಸ್ಟೇಕ್ಸ್ ಎಲ್ಲಿ..? xyxy=(92,742,758,806)
article-wpl-cricket xyxy=(14,1181,783,1929)
